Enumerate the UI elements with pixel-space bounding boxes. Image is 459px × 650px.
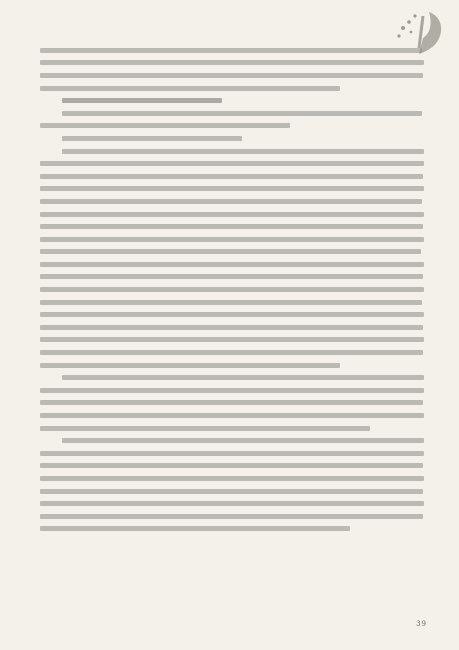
- text-line: [40, 195, 426, 208]
- text-line: [40, 246, 426, 259]
- text-line: [40, 434, 426, 447]
- text-line: [40, 497, 426, 510]
- text-line: [40, 334, 426, 347]
- text-line: [40, 258, 426, 271]
- text-line: [40, 397, 426, 410]
- section-heading: [40, 94, 426, 107]
- text-line: [40, 359, 426, 372]
- text-line: [40, 44, 426, 57]
- text-line: [40, 107, 426, 120]
- text-line: [40, 308, 426, 321]
- text-line: [40, 69, 426, 82]
- text-line: [40, 485, 426, 498]
- text-line: [40, 523, 426, 536]
- text-line: [40, 283, 426, 296]
- text-line: [40, 422, 426, 435]
- text-line: [40, 409, 426, 422]
- text-line: [40, 510, 426, 523]
- text-line: [40, 183, 426, 196]
- text-line: [40, 447, 426, 460]
- text-line: [40, 321, 426, 334]
- text-line: [40, 82, 426, 95]
- text-line: [40, 170, 426, 183]
- body-text-block: [40, 44, 426, 535]
- text-line: [40, 460, 426, 473]
- text-line: [40, 208, 426, 221]
- text-line: [40, 271, 426, 284]
- text-line: [40, 371, 426, 384]
- text-line: [40, 220, 426, 233]
- page-number: 39: [416, 620, 427, 628]
- text-line: [40, 157, 426, 170]
- text-line: [40, 472, 426, 485]
- text-line: [40, 145, 426, 158]
- text-line: [40, 132, 426, 145]
- text-line: [40, 384, 426, 397]
- text-line: [40, 346, 426, 359]
- text-line: [40, 57, 426, 70]
- text-line: [40, 296, 426, 309]
- text-line: [40, 120, 426, 133]
- text-line: [40, 233, 426, 246]
